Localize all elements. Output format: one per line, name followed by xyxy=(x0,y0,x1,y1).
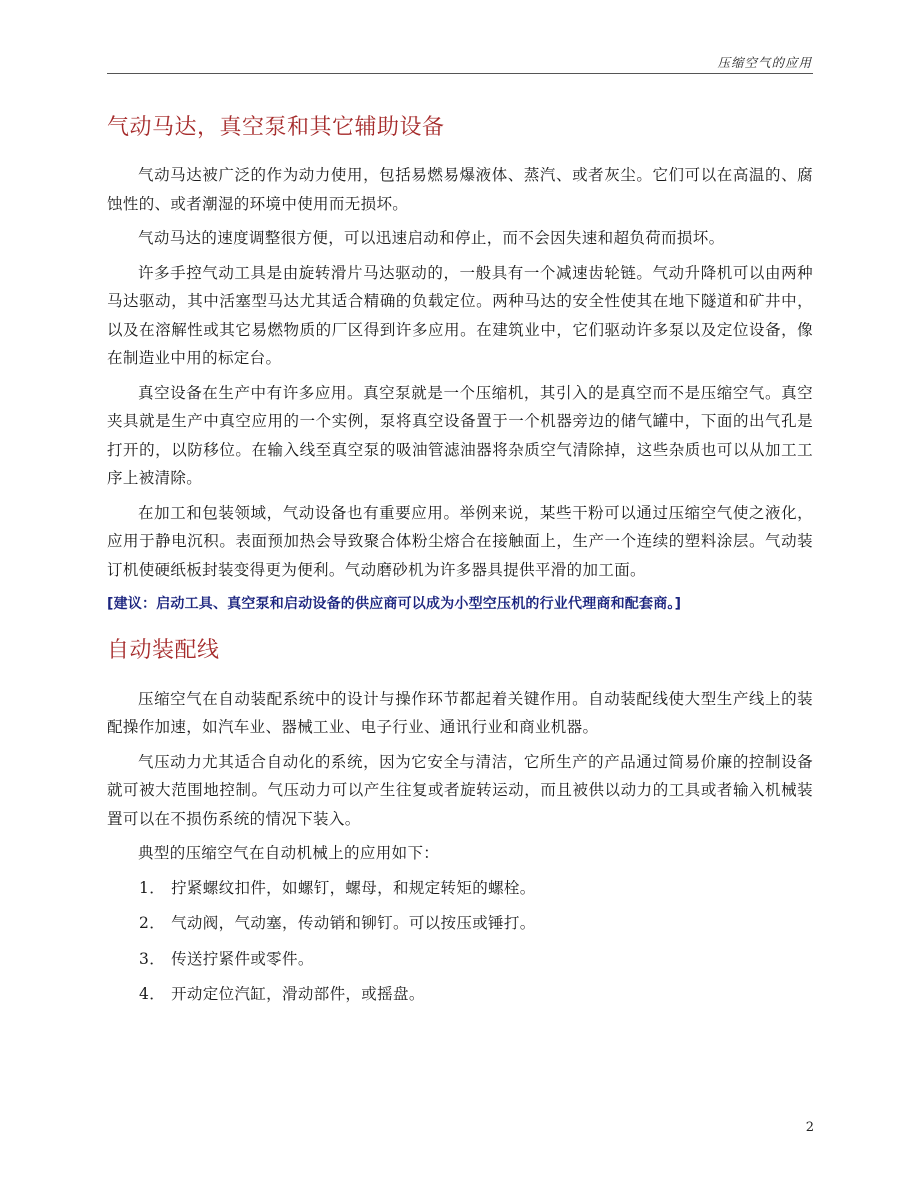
section-heading: 气动马达，真空泵和其它辅助设备 xyxy=(107,115,445,140)
paragraph: 真空设备在生产中有许多应用。真空泵就是一个压缩机，其引入的是真空而不是压缩空气。真空夹具就是生产中真空应用的一个实例，泵将真空设备置于一个机器旁边的储气罐中，下面的出气孔是打开的，以防移位。在输入线至真空泵的吸油管滤油器将杂质空气清除掉，这些杂质也可以从加工工序上被清除。 xyxy=(107,383,813,487)
paragraph: 气动马达被广泛的作为动力使用，包括易燃易爆液体、蒸汽、或者灰尘。它们可以在高温的、腐蚀性的、或者潮湿的环境中使用而无损坏。 xyxy=(107,166,813,213)
list-item-text: 开动定位汽缸，滑动部件，或摇盘。 xyxy=(171,985,425,1003)
application-list xyxy=(107,874,813,1009)
page-number: 2 xyxy=(805,1120,814,1135)
list-item xyxy=(107,945,813,974)
list-item-text: 气动阀，气动塞，传动销和铆钉。可以按压或锤打。 xyxy=(171,914,536,932)
page-content xyxy=(107,110,813,1016)
running-header: 压缩空气的应用 xyxy=(717,55,812,70)
section-pneumatic-motors xyxy=(107,110,813,619)
paragraph: 典型的压缩空气在自动机械上的应用如下： xyxy=(138,844,440,862)
list-item-number: 1． xyxy=(139,878,166,897)
paragraph: 在加工和包装领域，气动设备也有重要应用。举例来说，某些干粉可以通过压缩空气使之液化，应用于静电沉积。表面预加热会导致聚合体粉尘熔合在接触面上，生产一个连续的塑料涂层。气动装订机使硬纸板封装变得更为便利。气动磨砂机为许多器具提供平滑的加工面。 xyxy=(107,503,813,579)
list-item xyxy=(107,980,813,1009)
paragraph: 气压动力尤其适合自动化的系统，因为它安全与清洁，它所生产的产品通过简易价廉的控制设备就可被大范围地控制。气压动力可以产生往复或者旋转运动，而且被供以动力的工具或者输入机械装置可以在不损伤系统的情况下装入。 xyxy=(107,752,813,828)
header-divider xyxy=(107,73,813,74)
section-automatic-assembly xyxy=(107,633,813,1009)
paragraph: 气动马达的速度调整很方便，可以迅速启动和停止，而不会因失速和超负荷而损坏。 xyxy=(138,229,725,247)
list-item-text: 拧紧螺纹扣件，如螺钉，螺母，和规定转矩的螺栓。 xyxy=(171,878,536,897)
paragraph: 许多手控气动工具是由旋转滑片马达驱动的，一般具有一个减速齿轮链。气动升降机可以由两种马达驱动，其中活塞型马达尤其适合精确的负载定位。两种马达的安全性使其在地下隧道和矿井中，以及在溶解性或其它易燃物质的厂区得到许多应用。在建筑业中，它们驱动许多泵以及定位设备，像在制造业中用的标定台。 xyxy=(107,263,813,367)
list-item-number: 2． xyxy=(139,914,166,932)
list-item-text: 传送拧紧件或零件。 xyxy=(171,949,314,968)
list-item xyxy=(107,874,813,903)
list-item-number: 4． xyxy=(139,985,166,1003)
advice-note: [建议：启动工具、真空泵和启动设备的供应商可以成为小型空压机的行业代理商和配套商。] xyxy=(107,596,682,612)
list-item xyxy=(107,909,813,938)
list-item-number: 3． xyxy=(139,949,166,968)
section-heading: 自动装配线 xyxy=(107,637,220,663)
paragraph: 压缩空气在自动装配系统中的设计与操作环节都起着关键作用。自动装配线使大型生产线上的装配操作加速，如汽车业、器械工业、电子行业、通讯行业和商业机器。 xyxy=(107,689,813,736)
